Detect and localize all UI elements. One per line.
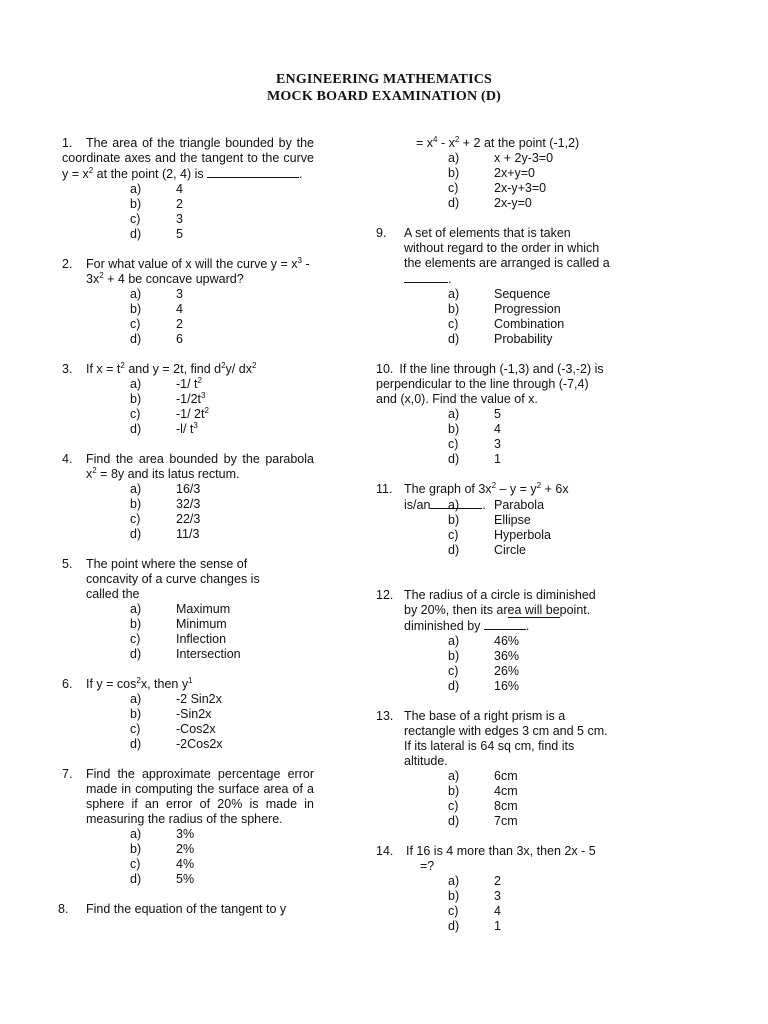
option-b[interactable]: b) 2 — [130, 197, 183, 211]
question-number: 13. — [376, 709, 394, 723]
question-text: 10. If the line through (-1,3) and (-3,-2) is perpendicular to the line through (-7,4) and (x,0). Find the value of x. — [376, 362, 604, 406]
option-d[interactable]: d) Probability — [448, 332, 553, 346]
answer-blank — [484, 618, 526, 630]
option-a[interactable]: a) Sequence — [448, 287, 551, 301]
option-a[interactable]: a) -2 Sin2x — [130, 692, 222, 706]
question-4 — [62, 452, 314, 542]
option-b[interactable]: b) 4 — [448, 422, 501, 436]
question-7 — [62, 767, 314, 887]
question-text: A set of elements that is taken without regard to the order in which the elements are arranged is called a . — [404, 226, 610, 286]
question-number: 5. — [62, 557, 73, 571]
question-text: The graph of $3x^2 - y = y^2 + 6x$ is/an . — [404, 481, 569, 512]
question-6 — [62, 677, 314, 752]
question-text: The point where the sense of concavity of a curve changes is called the — [86, 557, 260, 601]
question-number: 9. — [376, 226, 387, 240]
question-8-continued — [376, 136, 632, 211]
exam-subtitle: MOCK BOARD EXAMINATION (D) — [267, 89, 501, 104]
option-a[interactable]: a) 46% — [448, 634, 520, 648]
option-b[interactable]: b) $-1/2t^3$ — [130, 391, 206, 406]
question-9 — [376, 226, 632, 347]
option-d[interactable]: d) 2x-y=0 — [448, 196, 532, 210]
option-a[interactable]: a) 6cm — [448, 769, 518, 783]
question-13 — [376, 709, 632, 829]
option-a[interactable]: a) x + 2y-3=0 — [448, 151, 554, 165]
answer-blank — [207, 166, 299, 178]
question-10 — [376, 362, 632, 467]
option-c[interactable]: c) 4 — [448, 904, 501, 918]
option-b[interactable]: b) Minimum — [130, 617, 227, 631]
question-11 — [376, 482, 632, 558]
question-text: Find the equation of the tangent to y — [86, 902, 287, 916]
option-c[interactable]: c) 22/3 — [130, 512, 201, 526]
question-text: If 16 is 4 more than 3x, then 2x - 5 =? — [406, 844, 596, 873]
question-text: If $y = \cos^2x$, then $y^1$ — [86, 676, 193, 691]
option-a[interactable]: a) 4 — [130, 182, 183, 196]
option-c[interactable]: c) 26% — [448, 664, 520, 678]
question-1 — [62, 136, 314, 242]
option-a[interactable]: a) 16/3 — [130, 482, 201, 496]
option-b[interactable]: b) 2% — [130, 842, 195, 856]
question-text: If $x = t^2$ and y = 2t, find $d^2y/$ $dx^2$ — [86, 361, 257, 376]
option-a[interactable]: a) 5 — [448, 407, 501, 421]
option-a[interactable]: a) 2 — [448, 874, 501, 888]
options-q11 — [376, 498, 632, 558]
right-column — [376, 136, 632, 934]
options-q10 — [376, 407, 632, 467]
option-c[interactable]: c) Inflection — [130, 632, 227, 646]
question-number: 10. — [376, 362, 394, 376]
question-2 — [62, 257, 314, 347]
exam-title: ENGINEERING MATHEMATICS — [275, 72, 493, 87]
option-c[interactable]: c) 4% — [130, 857, 195, 871]
options-q3 — [62, 377, 314, 437]
option-d[interactable]: d) 6 — [130, 332, 183, 346]
option-c[interactable]: c) Combination — [448, 317, 565, 331]
options-q9 — [376, 287, 632, 347]
question-text: Find the approximate percentage error made in computing the surface area of a sphere if an error of 20% is made in measuring the radius of the sphere. — [86, 767, 314, 826]
option-c[interactable]: c) 3 — [130, 212, 183, 226]
option-d[interactable]: d) 5% — [130, 872, 195, 886]
question-5 — [62, 557, 314, 662]
question-12 — [376, 588, 632, 694]
options-q8 — [376, 151, 632, 211]
option-d[interactable]: d) 1 — [448, 919, 501, 933]
option-a[interactable]: a) -1/ $t^2$ — [130, 376, 202, 391]
options-q13 — [376, 769, 632, 829]
option-c[interactable]: c) 3 — [448, 437, 501, 451]
question-text: = $x^4 - x^2 + 2$ at the point (-1,2) — [416, 135, 580, 150]
option-b[interactable]: b) Ellipse — [448, 513, 531, 527]
question-number: 11. — [376, 482, 393, 496]
option-a[interactable]: a) Parabola — [448, 498, 545, 512]
question-number: 12. — [376, 588, 394, 602]
question-text: For what value of x will the curve $y = x^3 - 3x^2 + 4$ be concave upward? — [86, 256, 310, 286]
option-d[interactable]: d) 1 — [448, 452, 501, 466]
option-b[interactable]: b) 4 — [130, 302, 183, 316]
option-c[interactable]: c) 2 — [130, 317, 183, 331]
left-column — [58, 136, 314, 917]
question-text: The radius of a circle is diminished by 20%, then its area will bepoint. diminished by . — [404, 588, 596, 633]
option-d[interactable]: d) 16% — [448, 679, 520, 693]
options-q14 — [376, 874, 632, 934]
question-number: 1. — [62, 136, 73, 150]
option-d[interactable]: d) -l/ $t^3$ — [130, 421, 198, 436]
option-d[interactable]: d) 11/3 — [130, 527, 200, 541]
option-d[interactable]: d) -2Cos2x — [130, 737, 223, 751]
option-c[interactable]: c) -Cos2x — [130, 722, 216, 736]
options-q1 — [62, 182, 314, 242]
option-b[interactable]: b) 4cm — [448, 784, 518, 798]
question-number: 8. — [58, 902, 69, 916]
question-number: 14. — [376, 844, 394, 858]
options-q7 — [62, 827, 314, 887]
question-number: 3. — [62, 362, 73, 376]
option-b[interactable]: b) 32/3 — [130, 497, 201, 511]
option-a[interactable]: a) 3% — [130, 827, 195, 841]
option-c[interactable]: c) Hyperbola — [448, 528, 551, 542]
option-b[interactable]: b) 2x+y=0 — [448, 166, 536, 180]
question-text: The base of a right prism is a rectangle with edges 3 cm and 5 cm. If its lateral is 64 sq cm, find its altitude. — [404, 709, 608, 768]
option-b[interactable]: b) 36% — [448, 649, 520, 663]
option-a[interactable]: a) Maximum — [130, 602, 231, 616]
question-number: 2. — [62, 257, 73, 271]
options-q12 — [376, 634, 632, 694]
question-text: Find the area bounded by the parabola $x^2 = 8y$ and its latus rectum. — [86, 452, 314, 481]
question-number: 6. — [62, 677, 73, 691]
option-a[interactable]: a) 3 — [130, 287, 183, 301]
question-14 — [376, 844, 632, 934]
option-c[interactable]: c) 2x-y+3=0 — [448, 181, 547, 195]
options-q2 — [62, 287, 314, 347]
option-d[interactable]: d) Intersection — [130, 647, 241, 661]
option-b[interactable]: b) Progression — [448, 302, 561, 316]
question-text: The area of the triangle bounded by the coordinate axes and the tangent to the curve $y = x^2$ at the point (2, 4) is . — [62, 136, 314, 181]
option-d[interactable]: d) 5 — [130, 227, 183, 241]
options-q4 — [62, 482, 314, 542]
question-8 — [58, 902, 310, 917]
options-q6 — [62, 692, 314, 752]
option-b[interactable]: b) -Sin2x — [130, 707, 212, 721]
question-number: 4. — [62, 452, 73, 466]
question-number: 7. — [62, 767, 73, 781]
options-q5 — [62, 602, 314, 662]
question-3 — [62, 362, 314, 437]
option-c[interactable]: c) -1/ $2t^2$ — [130, 406, 209, 421]
answer-blank — [404, 271, 448, 283]
option-b[interactable]: b) 3 — [448, 889, 501, 903]
option-d[interactable]: d) 7cm — [448, 814, 518, 828]
option-c[interactable]: c) 8cm — [448, 799, 518, 813]
option-d[interactable]: d) Circle — [448, 543, 526, 557]
